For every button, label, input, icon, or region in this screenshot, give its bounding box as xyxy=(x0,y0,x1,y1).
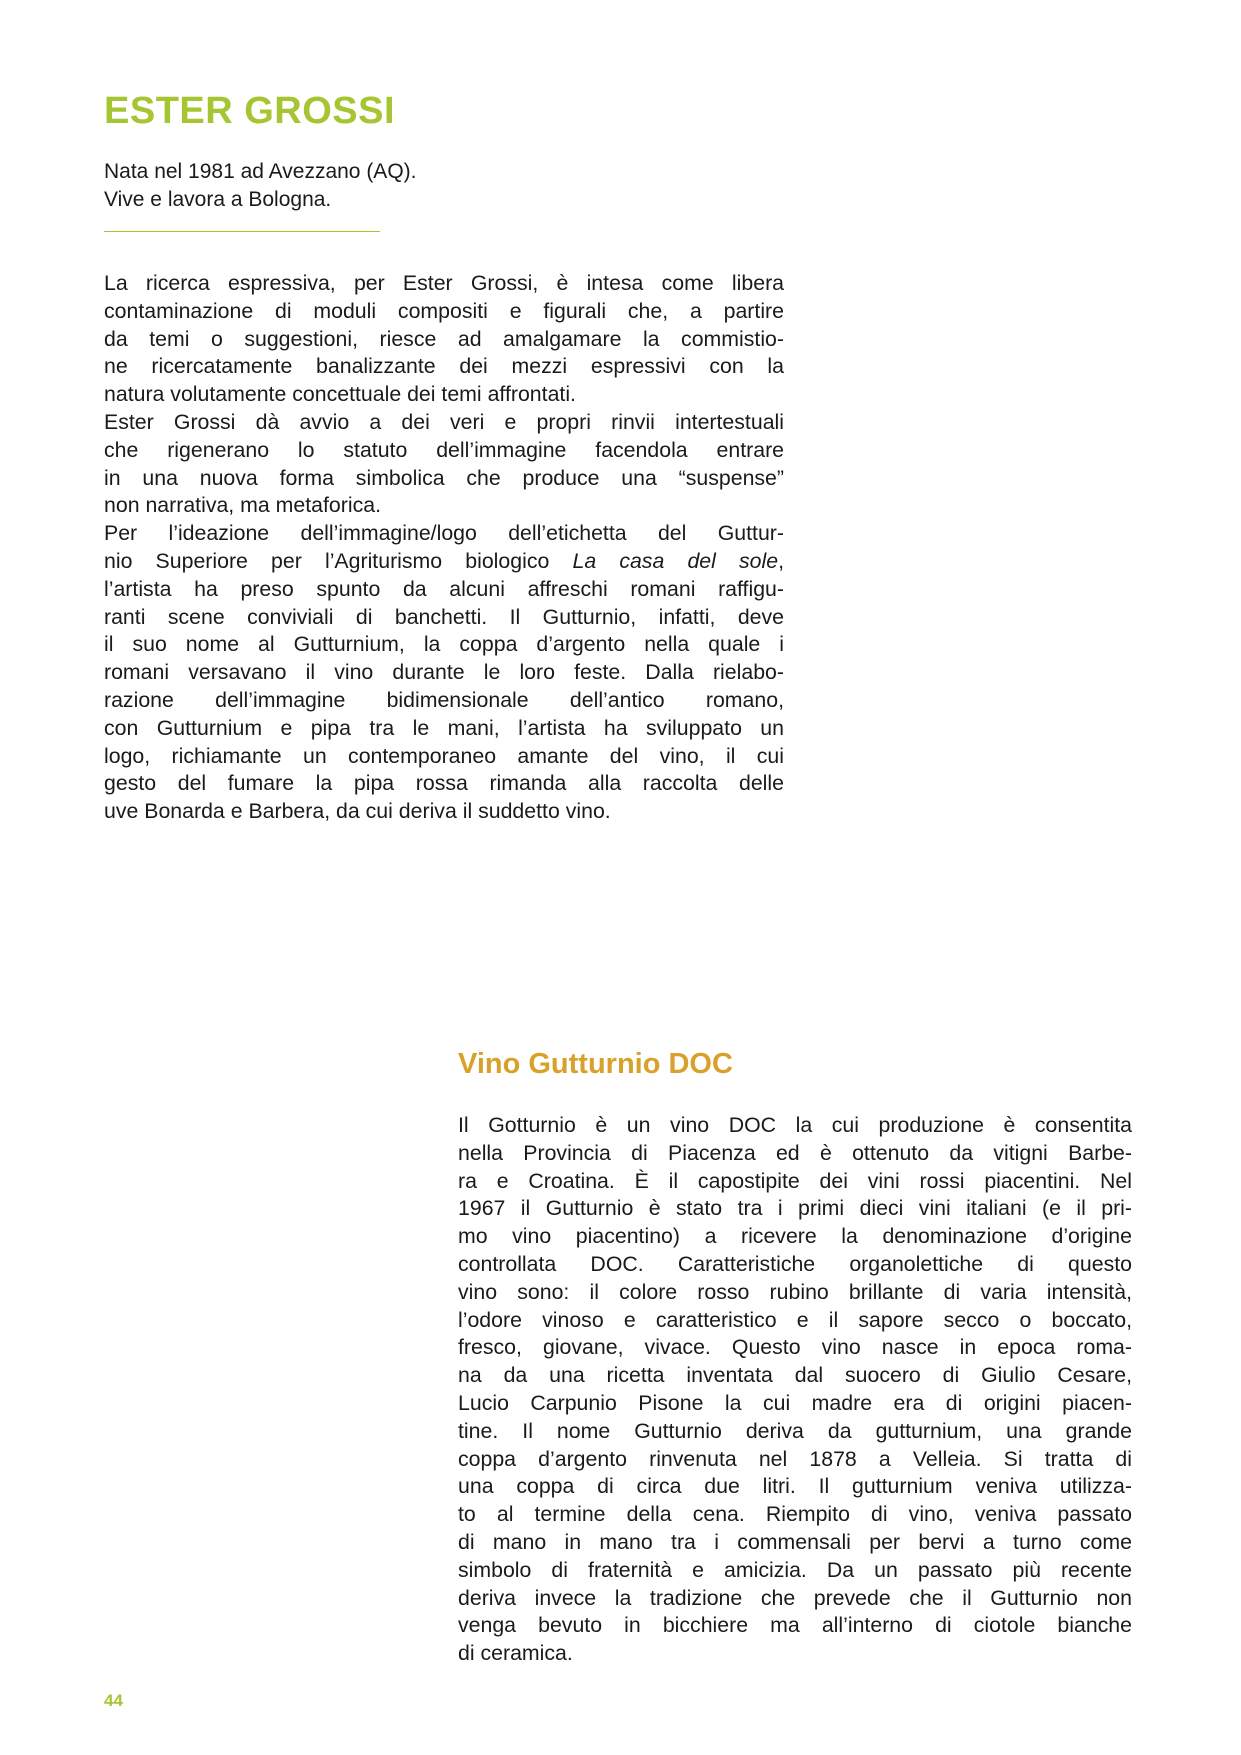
text-line: una coppa di circa due litri. Il gutturnium veniva utilizza- xyxy=(458,1474,1132,1499)
text-line: razione dell’immagine bidimensionale dell’antico romano, xyxy=(104,687,784,712)
text-line: contaminazione di moduli compositi e figurali che, a partire xyxy=(104,298,784,323)
wine-section-heading: Vino Gutturnio DOC xyxy=(458,1048,733,1080)
bio-line: Vive e lavora a Bologna. xyxy=(104,188,332,211)
text-line: ne ricercatamente banalizzante dei mezzi espressivi con la xyxy=(104,354,784,379)
italic-title: La casa del sole xyxy=(572,548,779,573)
text-line: La ricerca espressiva, per Ester Grossi, è intesa come libera xyxy=(104,271,784,295)
text-line: Il Gotturnio è un vino DOC la cui produzione è consentita xyxy=(458,1113,1132,1137)
artist-bio xyxy=(104,158,416,214)
text-line: non narrativa, ma metaforica. xyxy=(104,493,381,518)
text-line: to al termine della cena. Riempito di vino, veniva passato xyxy=(458,1502,1132,1527)
text-line-with-italic xyxy=(104,548,784,576)
text-line: in una nuova forma simbolica che produce una “suspense” xyxy=(104,465,784,490)
text-line: Ester Grossi dà avvio a dei veri e propri rinvii intertestuali xyxy=(104,409,784,434)
text-line: gesto del fumare la pipa rossa rimanda alla raccolta delle xyxy=(104,771,784,796)
text-line: il suo nome al Gutturnium, la coppa d’argento nella quale i xyxy=(104,632,784,657)
text-line: 1967 il Gutturnio è stato tra i primi dieci vini italiani (e il pri- xyxy=(458,1196,1132,1221)
text-line: vino sono: il colore rosso rubino brillante di varia intensità, xyxy=(458,1279,1132,1304)
text-line: controllata DOC. Caratteristiche organolettiche di questo xyxy=(458,1251,1132,1276)
text-line: venga bevuto in bicchiere ma all’interno di ciotole bianche xyxy=(458,1613,1132,1638)
bio-line: Nata nel 1981 ad Avezzano (AQ). xyxy=(104,160,417,183)
text-line: natura volutamente concettuale dei temi affrontati. xyxy=(104,382,576,407)
text-line: logo, richiamante un contemporaneo amante del vino, il cui xyxy=(104,743,784,768)
text-line: uve Bonarda e Barbera, da cui deriva il suddetto vino. xyxy=(104,799,611,824)
text-line: mo vino piacentino) a ricevere la denominazione d’origine xyxy=(458,1224,1132,1249)
text-line: deriva invece la tradizione che prevede che il Gutturnio non xyxy=(458,1585,1132,1610)
text-line: di mano in mano tra i commensali per bervi a turno come xyxy=(458,1529,1132,1554)
text-line: Lucio Carpunio Pisone la cui madre era di origini piacen- xyxy=(458,1390,1132,1415)
page-number: 44 xyxy=(104,1691,123,1710)
text-line: coppa d’argento rinvenuta nel 1878 a Velleia. Si tratta di xyxy=(458,1446,1132,1471)
text-line: l’artista ha preso spunto da alcuni affreschi romani raffigu- xyxy=(104,576,784,601)
text-line: tine. Il nome Gutturnio deriva da gutturnium, una grande xyxy=(458,1418,1132,1443)
text-line: nella Provincia di Piacenza ed è ottenuto da vitigni Barbe- xyxy=(458,1140,1132,1165)
text-line: na da una ricetta inventata dal suocero di Giulio Cesare, xyxy=(458,1363,1132,1388)
text-line: ra e Croatina. È il capostipite dei vini rossi piacentini. Nel xyxy=(458,1168,1132,1193)
text-line: ranti scene conviviali di banchetti. Il Gutturnio, infatti, deve xyxy=(104,604,784,629)
divider-rule xyxy=(104,231,380,232)
text-line: romani versavano il vino durante le loro feste. Dalla rielabo- xyxy=(104,660,784,685)
artist-name-heading: ESTER GROSSI xyxy=(104,90,396,132)
text-line: di ceramica. xyxy=(458,1641,573,1666)
text-line: da temi o suggestioni, riesce ad amalgamare la commistio- xyxy=(104,326,784,351)
wine-description xyxy=(458,1112,1132,1668)
text-line: l’odore vinoso e caratteristico e il sapore secco o boccato, xyxy=(458,1307,1132,1332)
text-line: con Gutturnium e pipa tra le mani, l’artista ha sviluppato un xyxy=(104,715,784,740)
text-line: fresco, giovane, vivace. Questo vino nasce in epoca roma- xyxy=(458,1335,1132,1360)
text-line: Per l’ideazione dell’immagine/logo dell’etichetta del Guttur- xyxy=(104,521,784,546)
artist-description xyxy=(104,270,784,826)
text-line: simbolo di fraternità e amicizia. Da un passato più recente xyxy=(458,1557,1132,1582)
text-line: che rigenerano lo statuto dell’immagine facendola entrare xyxy=(104,437,784,462)
text-segment: nio Superiore per l’Agriturismo biologico xyxy=(104,548,550,573)
text-segment: , xyxy=(778,548,784,573)
